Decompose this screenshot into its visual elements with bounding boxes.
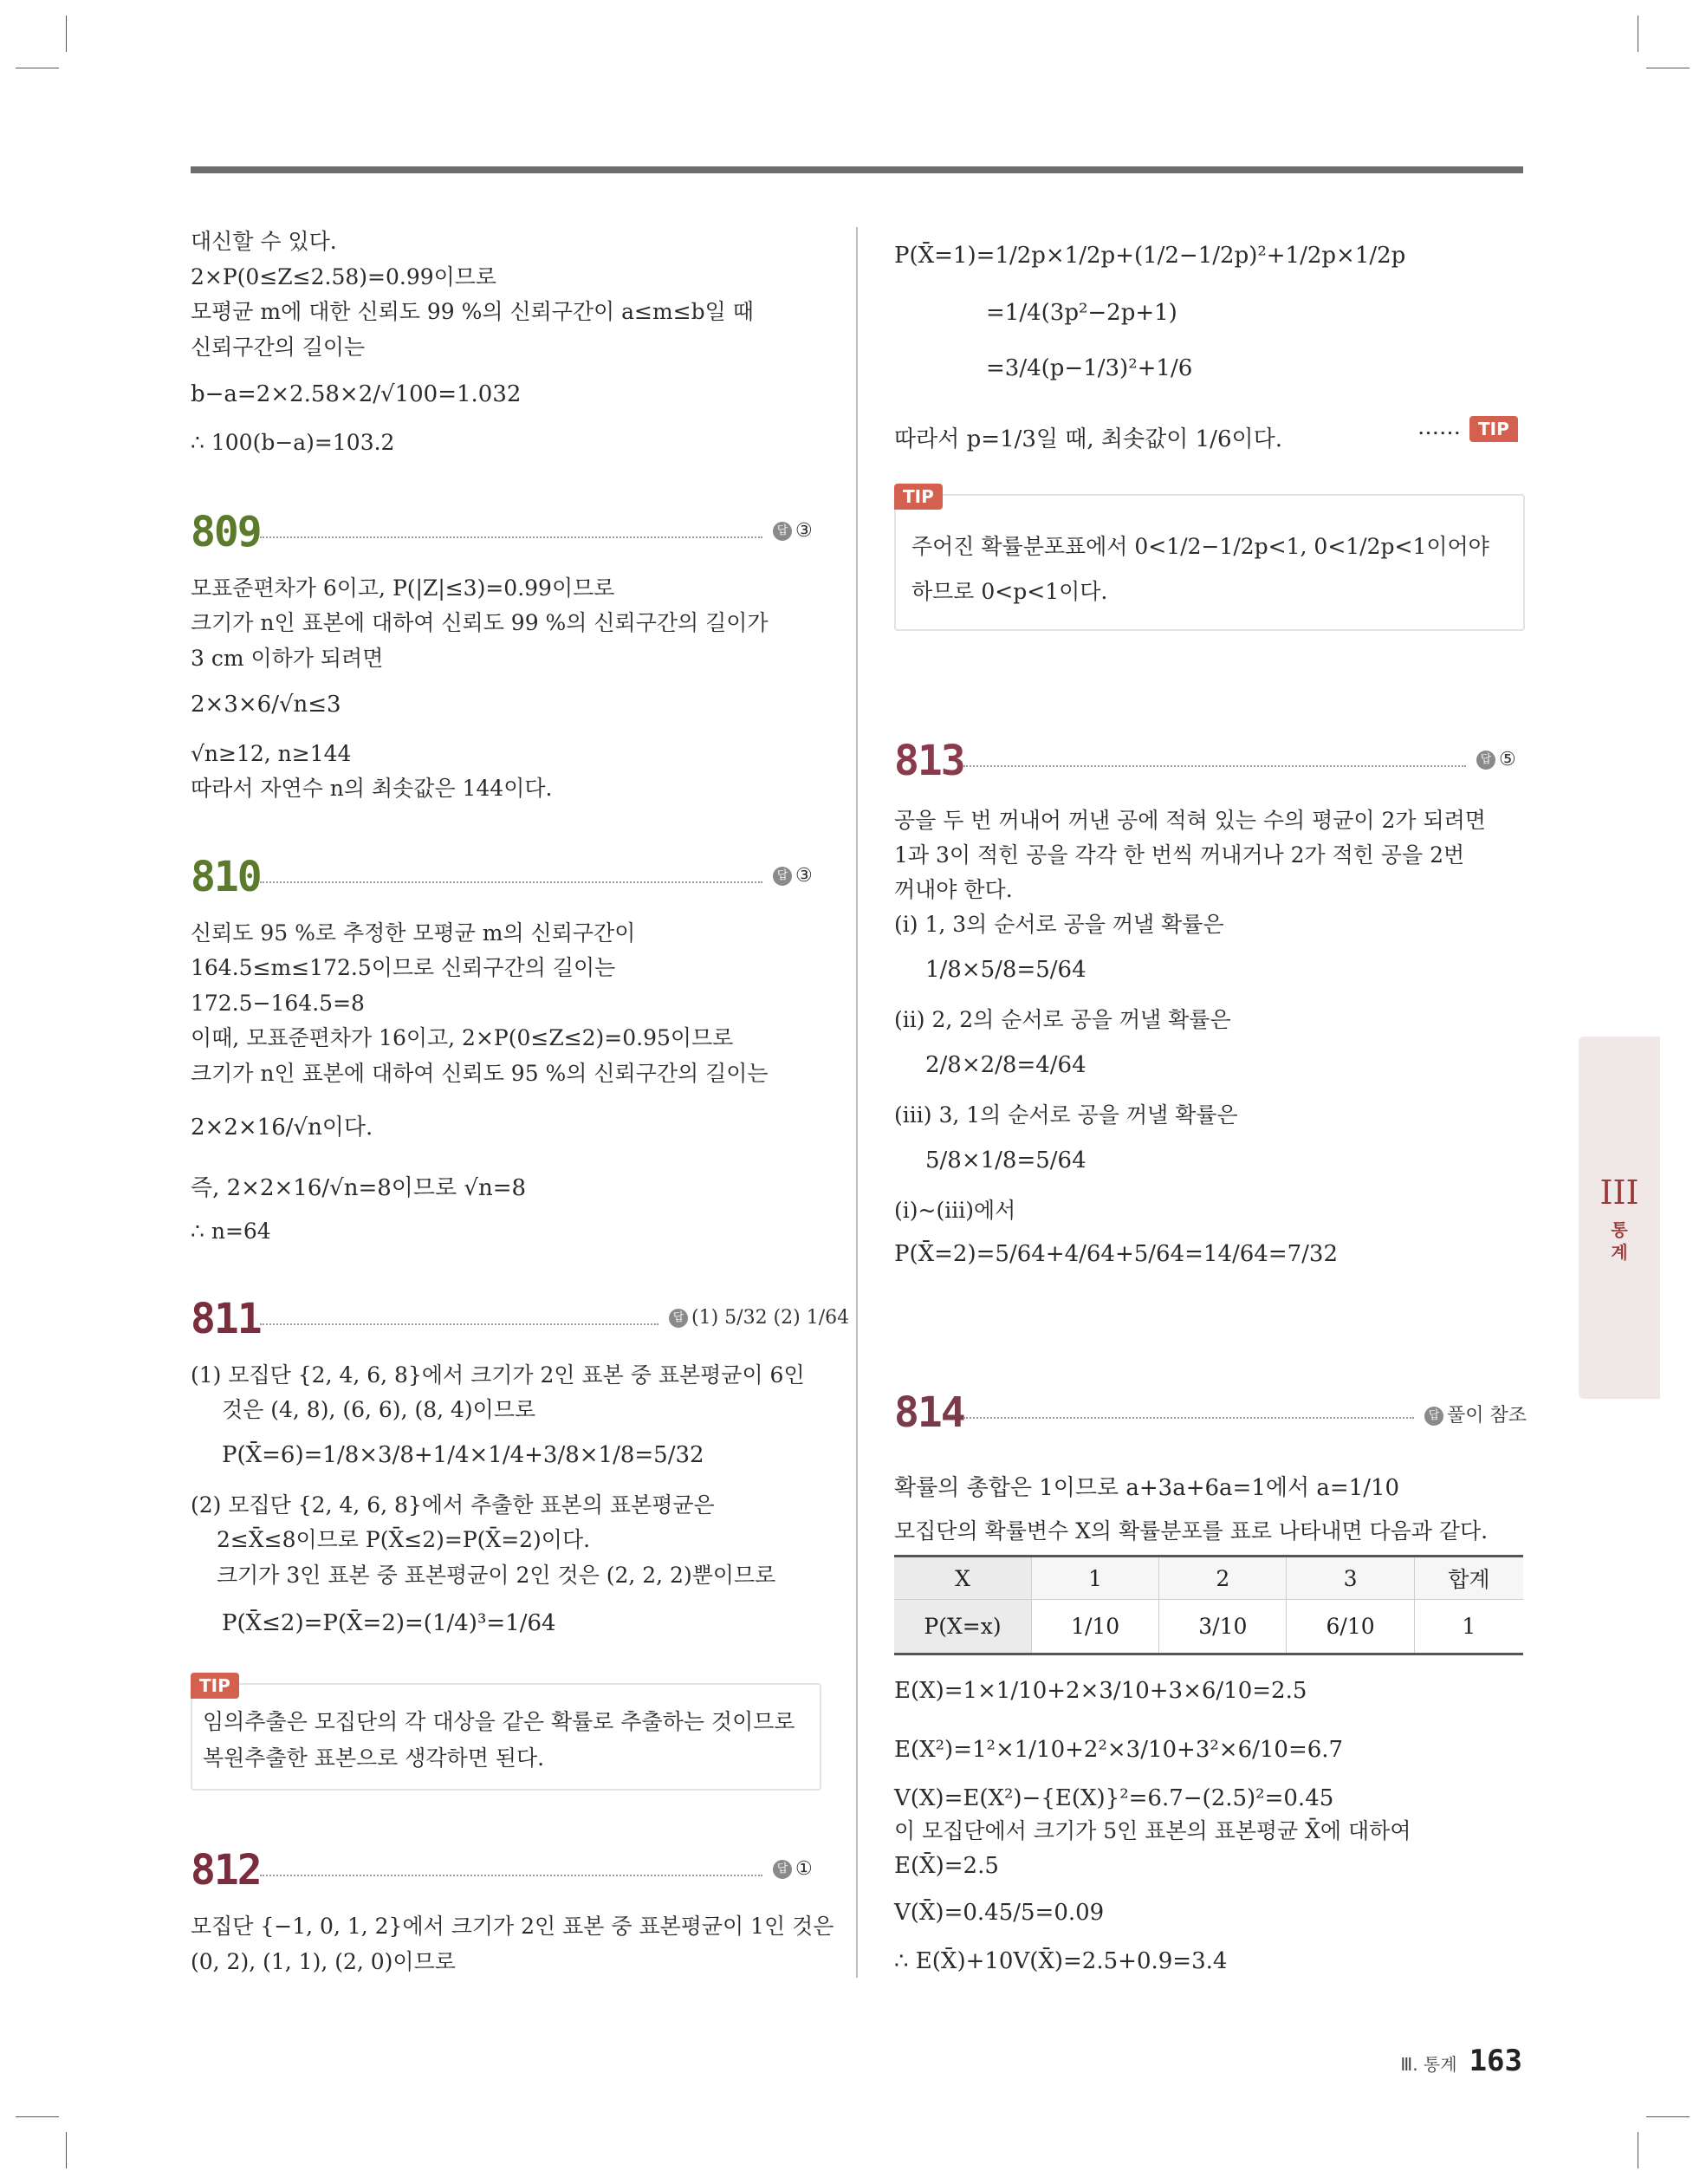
table-cell: 2: [1159, 1557, 1287, 1600]
table-cell: X: [894, 1557, 1032, 1600]
table-row: [894, 1557, 1523, 1600]
answer: 답 ③: [773, 520, 813, 542]
equation: V(X)=E(X²)−{E(X)}²=6.7−(2.5)²=0.45: [894, 1785, 1334, 1811]
text-line: 1과 3이 적힌 공을 각각 한 번씩 꺼내거나 2가 적힌 공을 2번: [894, 842, 1465, 868]
crop-mark: [66, 16, 67, 52]
tip-box: [894, 486, 1525, 631]
equation: 따라서 p=1/3일 때, 최솟값이 1/6이다.: [894, 426, 1282, 452]
tip-text: 주어진 확률분포표에서 0<1/2−1/2p<1, 0<1/2p<1이어야: [911, 534, 1489, 559]
equation: 2/8×2/8=4/64: [925, 1052, 1087, 1078]
equation: V(X̄)=0.45/5=0.09: [894, 1900, 1105, 1926]
equation: 1/8×5/8=5/64: [925, 957, 1087, 983]
column-divider: [856, 227, 858, 1978]
text-line: (iii) 3, 1의 순서로 공을 꺼낼 확률은: [894, 1102, 1238, 1128]
tip-text: 하므로 0<p<1이다.: [911, 579, 1108, 604]
page-number: 163: [1469, 2044, 1522, 2078]
equation: P(X̄=2)=5/64+4/64+5/64=14/64=7/32: [894, 1241, 1339, 1267]
text-line: 3 cm 이하가 되려면: [191, 646, 384, 671]
text-line: 신뢰구간의 길이는: [191, 335, 366, 360]
leader-dots: [963, 765, 1466, 767]
answer-icon: 답: [773, 522, 792, 541]
answer-icon: 답: [773, 867, 792, 886]
tip-text: 임의추출은 모집단의 각 대상을 같은 확률로 추출하는 것이므로: [203, 1709, 795, 1734]
table-cell: 합계: [1414, 1557, 1523, 1600]
text-line: 대신할 수 있다.: [191, 229, 337, 254]
text-line: 모집단 {−1, 0, 1, 2}에서 크기가 2인 표본 중 표본평균이 1인 것은: [191, 1914, 834, 1939]
problem-number: 809: [191, 508, 261, 556]
problem-heading-813: [894, 737, 1523, 797]
answer-icon: 답: [1476, 751, 1495, 770]
equation: 2×2×16/√n이다.: [191, 1115, 373, 1141]
header-rule: [191, 166, 1523, 173]
table-row: [894, 1600, 1523, 1654]
text-line: 모평균 m에 대한 신뢰도 99 %의 신뢰구간이 a≤m≤b일 때: [191, 299, 754, 324]
equation: 5/8×1/8=5/64: [925, 1147, 1087, 1173]
table-cell: 3: [1287, 1557, 1414, 1600]
text-line: ∴ 100(b−a)=103.2: [191, 430, 395, 455]
leader-dots: [260, 536, 762, 538]
text-line: √n≥12, n≥144: [191, 741, 352, 766]
problem-number: 814: [894, 1388, 964, 1437]
text-line: (ii) 2, 2의 순서로 공을 꺼낼 확률은: [894, 1007, 1231, 1032]
equation: =3/4(p−1/3)²+1/6: [986, 355, 1193, 381]
text-line: 크기가 n인 표본에 대하여 신뢰도 99 %의 신뢰구간의 길이가: [191, 610, 769, 635]
equation: ∴ E(X̄)+10V(X̄)=2.5+0.9=3.4: [894, 1948, 1228, 1974]
text-line: 이 모집단에서 크기가 5인 표본의 표본평균 X̄에 대하여: [894, 1818, 1411, 1843]
equation: E(X²)=1²×1/10+2²×3/10+3²×6/10=6.7: [894, 1737, 1344, 1763]
text-line: 크기가 3인 표본 중 표본평균이 2인 것은 (2, 2, 2)뿐이므로: [217, 1563, 776, 1588]
text-line: 것은 (4, 8), (6, 6), (8, 4)이므로: [222, 1397, 536, 1422]
text-line: 172.5−164.5=8: [191, 991, 365, 1016]
chapter-numeral: III: [1599, 1173, 1639, 1212]
tip-label: TIP: [1469, 416, 1518, 442]
leader-dots: [963, 1417, 1414, 1419]
tip-label: TIP: [894, 484, 943, 510]
answer: 답 ⑤: [1476, 749, 1516, 770]
footer-chapter: Ⅲ. 통계: [1400, 2054, 1457, 2075]
table-cell: 1: [1414, 1600, 1523, 1654]
text-line: (i) 1, 3의 순서로 공을 꺼낼 확률은: [894, 912, 1224, 937]
problem-heading-811: [191, 1295, 850, 1355]
problem-heading-812: [191, 1846, 820, 1907]
problem-number: 811: [191, 1295, 261, 1343]
tip-label: TIP: [191, 1673, 239, 1699]
text-line: (1) 모집단 {2, 4, 6, 8}에서 크기가 2인 표본 중 표본평균이 6인: [191, 1362, 805, 1388]
tip-box: [191, 1675, 821, 1791]
text-line: 모표준편차가 6이고, P(|Z|≤3)=0.99이므로: [191, 575, 615, 601]
answer-icon: 답: [669, 1309, 688, 1328]
answer-icon: 답: [773, 1860, 792, 1879]
problem-heading-810: [191, 853, 820, 913]
text-line: (i)~(iii)에서: [894, 1198, 1016, 1223]
text-line: 신뢰도 95 %로 추정한 모평균 m의 신뢰구간이: [191, 920, 636, 946]
answer: 답 (1) 5/32 (2) 1/64: [669, 1307, 849, 1329]
problem-number: 812: [191, 1846, 261, 1895]
text-line: 모집단의 확률변수 X의 확률분포를 표로 나타내면 다음과 같다.: [894, 1518, 1489, 1544]
text-line: 꺼내야 한다.: [894, 877, 1013, 902]
text-line: 크기가 n인 표본에 대하여 신뢰도 95 %의 신뢰구간의 길이는: [191, 1061, 769, 1086]
problem-number: 813: [894, 737, 964, 785]
table-cell: 1/10: [1032, 1600, 1159, 1654]
equation: P(X̄=1)=1/2p×1/2p+(1/2−1/2p)²+1/2p×1/2p: [894, 243, 1406, 269]
answer: 답 ①: [773, 1858, 813, 1880]
equation: b−a=2×2.58×2/√100=1.032: [191, 381, 522, 407]
equation: P(X̄=6)=1/8×3/8+1/4×1/4+3/8×1/8=5/32: [222, 1442, 704, 1468]
leader-dots: [260, 1875, 762, 1876]
text-line: (0, 2), (1, 1), (2, 0)이므로: [191, 1949, 456, 1974]
equation: E(X̄)=2.5: [894, 1853, 999, 1879]
text-line: 공을 두 번 꺼내어 꺼낸 공에 적혀 있는 수의 평균이 2가 되려면: [894, 808, 1486, 833]
text-line: 이때, 모표준편차가 16이고, 2×P(0≤Z≤2)=0.95이므로: [191, 1025, 734, 1050]
leader-dots: [260, 881, 762, 883]
problem-heading-809: [191, 508, 820, 569]
table-cell: 3/10: [1159, 1600, 1287, 1654]
table-cell: P(X=x): [894, 1600, 1032, 1654]
equation: 즉, 2×2×16/√n=8이므로 √n=8: [191, 1175, 527, 1201]
text-line: ∴ n=64: [191, 1219, 271, 1244]
table-cell: 6/10: [1287, 1600, 1414, 1654]
answer: 답 풀이 참조: [1424, 1401, 1527, 1427]
chapter-title: 통 계: [1611, 1219, 1628, 1263]
text-line: 따라서 자연수 n의 최솟값은 144이다.: [191, 776, 553, 801]
crop-mark: [16, 2116, 59, 2117]
text-line: 2×P(0≤Z≤2.58)=0.99이므로: [191, 264, 497, 289]
problem-number: 810: [191, 853, 261, 901]
table-cell: 1: [1032, 1557, 1159, 1600]
equation: E(X)=1×1/10+2×3/10+3×6/10=2.5: [894, 1678, 1307, 1704]
chapter-side-tab: [1579, 1037, 1660, 1399]
answer: 답 ③: [773, 865, 813, 887]
page-footer: [1400, 2044, 1522, 2078]
probability-table: [894, 1555, 1523, 1655]
equation: P(X̄≤2)=P(X̄=2)=(1/4)³=1/64: [222, 1610, 556, 1636]
equation: 2×3×6/√n≤3: [191, 692, 341, 718]
answer-icon: 답: [1424, 1407, 1443, 1426]
text-line: 2≤X̄≤8이므로 P(X̄≤2)=P(X̄=2)이다.: [217, 1527, 591, 1552]
crop-mark: [1646, 2116, 1690, 2117]
problem-heading-814: [894, 1388, 1528, 1449]
leader-dots: [260, 1323, 658, 1325]
text-line: 164.5≤m≤172.5이므로 신뢰구간의 길이는: [191, 955, 616, 980]
equation: 확률의 총합은 1이므로 a+3a+6a=1에서 a=1/10: [894, 1475, 1400, 1501]
text-line: (2) 모집단 {2, 4, 6, 8}에서 추출한 표본의 표본평균은: [191, 1492, 715, 1518]
crop-mark: [66, 2132, 67, 2168]
leader-dots-text: ……: [1417, 414, 1461, 439]
equation: =1/4(3p²−2p+1): [986, 300, 1177, 326]
tip-text: 복원추출한 표본으로 생각하면 된다.: [203, 1745, 545, 1771]
